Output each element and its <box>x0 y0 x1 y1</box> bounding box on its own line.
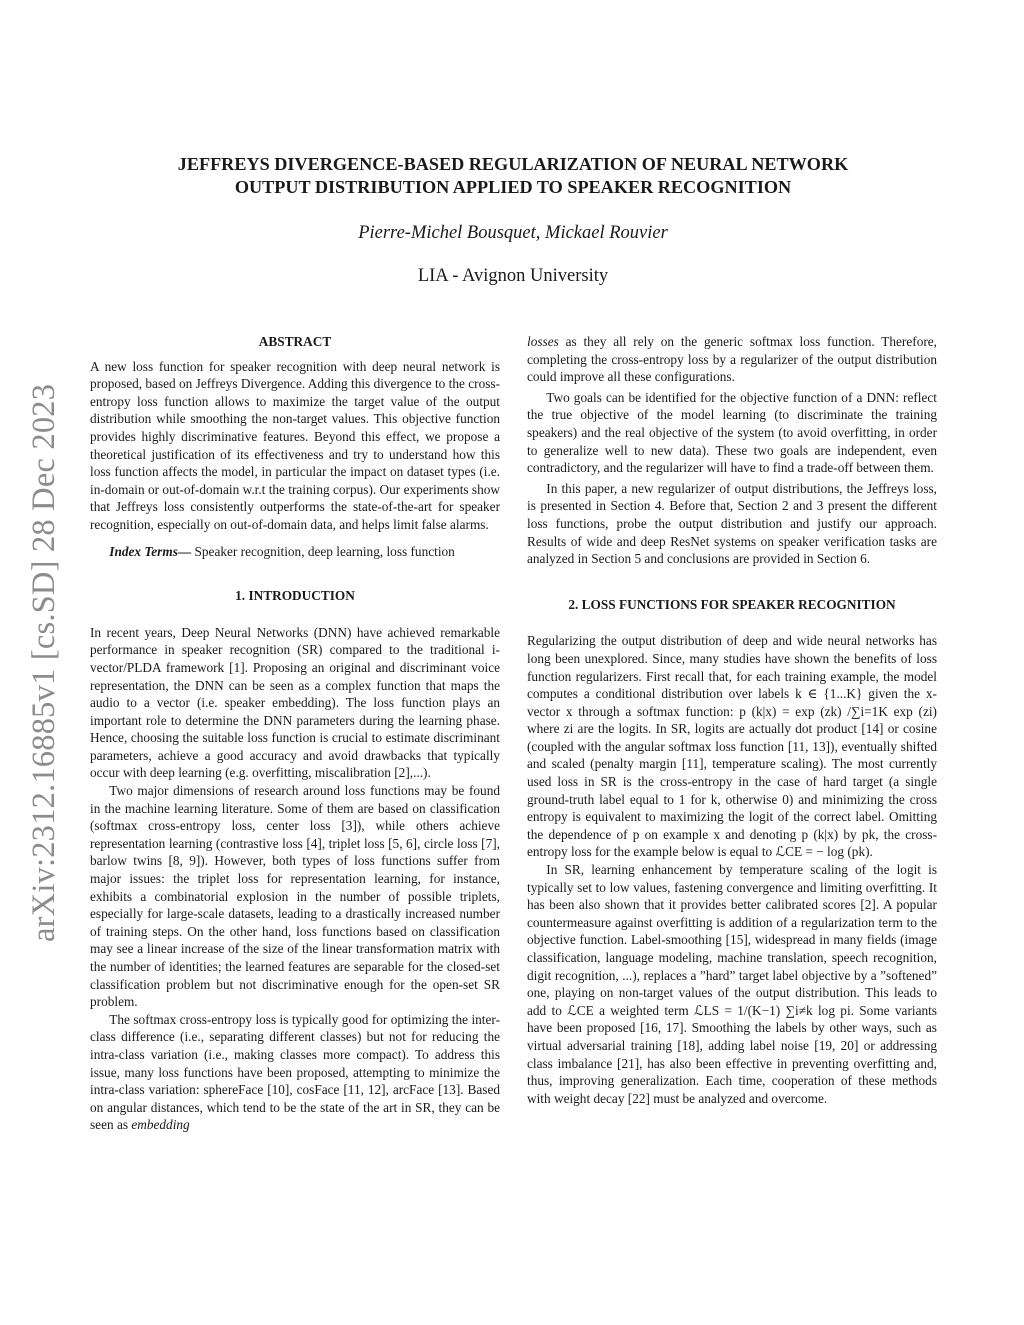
section-2-paragraph-1: Regularizing the output distribution of deep and wide neural networks has long been unexplored. Since, many studies have shown the benefits of loss function regularizers. First recall that, for each training example, the model computes a conditional distribution over labels k ∈ {1...K} given the x-vector x through a softmax function: p (k|x) = exp (zk) /∑i=1K exp (zi) where zi are the logits. In SR, logits are actually dot product [14] or cosine (coupled with the angular softmax loss function [11, 13]), eventually shifted and scaled (penalty margin [11], temperature scaling). The most currently used loss in SR is the cross-entropy in the case of hard target (a single ground-truth label equal to 1 for k, otherwise 0) and minimizing the cross entropy is equivalent to maximizing the logit of the correct label. Omitting the dependence of p on example x and denoting p (k|x) by pk, the cross-entropy loss for the example below is equal to ℒCE = − log (pk). <box>527 633 937 860</box>
index-terms <box>90 543 500 561</box>
right-paragraph-1 <box>527 333 937 386</box>
intro-paragraph-2: Two major dimensions of research around loss functions may be found in the machine learning literature. Some of them are based on classification (softmax cross-entropy loss, center loss [3]), while others achieve representation learning (contrastive loss [4], triplet loss [5, 6], circle loss [7], barlow twins [8, 9]). However, both types of loss functions suffer from major issues: the triplet loss for representation learning, for instance, exhibits a combinatorial explosion in the number of possible triplets, especially for large-scale datasets, leading to a drastically increased number of training steps. On the other hand, loss functions based on classification may see a linear increase of the size of the linear transformation matrix with the number of identities; the learned features are separable for the closed-set classification problem but not discriminative enough for the open-set SR problem. <box>90 783 500 1010</box>
intro-paragraph-3-emphasis: embedding <box>131 1117 190 1133</box>
abstract-heading: ABSTRACT <box>258 334 332 349</box>
title-line-1: JEFFREYS DIVERGENCE-BASED REGULARIZATION OF NEURAL NETWORK <box>177 154 849 174</box>
abstract-text: A new loss function for speaker recognition with deep neural network is proposed, based on Jeffreys Divergence. Adding this divergence to the cross-entropy loss function allows to maximize the target value of the output distribution while smoothing the non-target values. This objective function provides highly discriminative features. Beyond this effect, we propose a theoretical justification of its effectiveness and try to understand how this loss function affects the model, in particular the impact on dataset types (i.e. in-domain or out-of-domain w.r.t the training corpus). Our experiments show that Jeffreys loss consistently outperforms the state-of-the-art for speaker recognition, especially on out-of-domain data, and helps limit false alarms. <box>90 358 500 532</box>
arxiv-identifier: arXiv:2312.16885v1 [cs.SD] 28 Dec 2023 <box>26 383 62 942</box>
intro-paragraph-1: In recent years, Deep Neural Networks (DNN) have achieved remarkable performance in speaker recognition (SR) compared to the traditional i-vector/PLDA framework [1]. Proposing an original and discriminant voice representation, the DNN can be seen as a complex function that maps the audio to a vector (i.e. speaker embedding). The loss function plays an important role to determine the DNN parameters during the learning phase. Hence, choosing the suitable loss function is crucial to estimate discriminant parameters, achieve a good accuracy and avoid drawbacks that typically occur with deep learning (e.g. overfitting, miscalibration [2],...). <box>90 624 500 781</box>
right-paragraph-3: In this paper, a new regularizer of output distributions, the Jeffreys loss, is presented in Section 4. Before that, Section 2 and 3 present the different loss functions, probe the output distribution and justify our approach. Results of wide and deep ResNet systems on speaker verification tasks are analyzed in Section 5 and conclusions are provided in Section 6. <box>527 480 937 567</box>
index-terms-label: Index Terms— <box>109 543 192 559</box>
intro-heading: 1. INTRODUCTION <box>235 588 355 604</box>
intro-paragraph-3-text: The softmax cross-entropy loss is typically good for optimizing the inter-class difference (i.e., separating different classes) but not for reducing the intra-class variation (i.e., making classes more compact). To address this issue, many loss functions have been proposed, attempting to minimize the intra-class variation: sphereFace [10], cosFace [11, 12], arcFace [13]. Based on angular distances, which tend to be the state of the art in SR, they can be seen as <box>90 1011 500 1133</box>
authors: Pierre-Michel Bousquet, Mickael Rouvier <box>358 223 668 243</box>
paper-title <box>90 153 936 199</box>
right-paragraph-1-text: as they all rely on the generic softmax loss function. Therefore, completing the cross-entropy loss by a regularizer of the output distribution could improve all these configurations. <box>527 334 937 385</box>
affiliation: LIA - Avignon University <box>417 266 609 286</box>
left-column <box>90 333 500 1134</box>
title-line-2: OUTPUT DISTRIBUTION APPLIED TO SPEAKER RECOGNITION <box>234 177 792 197</box>
section-2-paragraph-2: In SR, learning enhancement by temperature scaling of the logit is typically set to low values, fastening convergence and limiting overfitting. It has been also shown that it provides better calibrated scores [2]. A popular countermeasure against overfitting is addition of a regularization term to the objective function. Label-smoothing [15], widespread in many fields (image classification, language modeling, machine translation, speech recognition, digit recognition, ...), replaces a ”hard” target label objective by a ”softened” one, playing on non-target values of the output distribution. This leads to add to ℒCE a weighted term ℒLS = 1/(K−1) ∑i≠k log pi. Some variants have been proposed [16, 17]. Smoothing the labels by other ways, such as virtual adversarial training [18], adding label noise [19, 20] or addressing class imbalance [21], has also been effective in preventing overfitting and, thus, improving generalization. Each time, cooperation of these methods with weight decay [22] must be analyzed and overcome. <box>527 862 937 1106</box>
right-paragraph-1-emphasis: losses <box>527 334 559 349</box>
intro-paragraph-3 <box>90 1011 500 1134</box>
section-2-heading: 2. LOSS FUNCTIONS FOR SPEAKER RECOGNITION <box>568 596 896 612</box>
index-terms-text: Speaker recognition, deep learning, loss function <box>191 543 455 559</box>
right-paragraph-2: Two goals can be identified for the objective function of a DNN: reflect the true objective of the model learning (to discriminate the training speakers) and the real objective of the system (to avoid overfitting, in order to generalize well to new data). These two goals are independent, even contradictory, and the regularizer will have to find a trade-off between them. <box>527 389 937 476</box>
right-column <box>527 333 937 1107</box>
paper-header <box>90 153 936 287</box>
